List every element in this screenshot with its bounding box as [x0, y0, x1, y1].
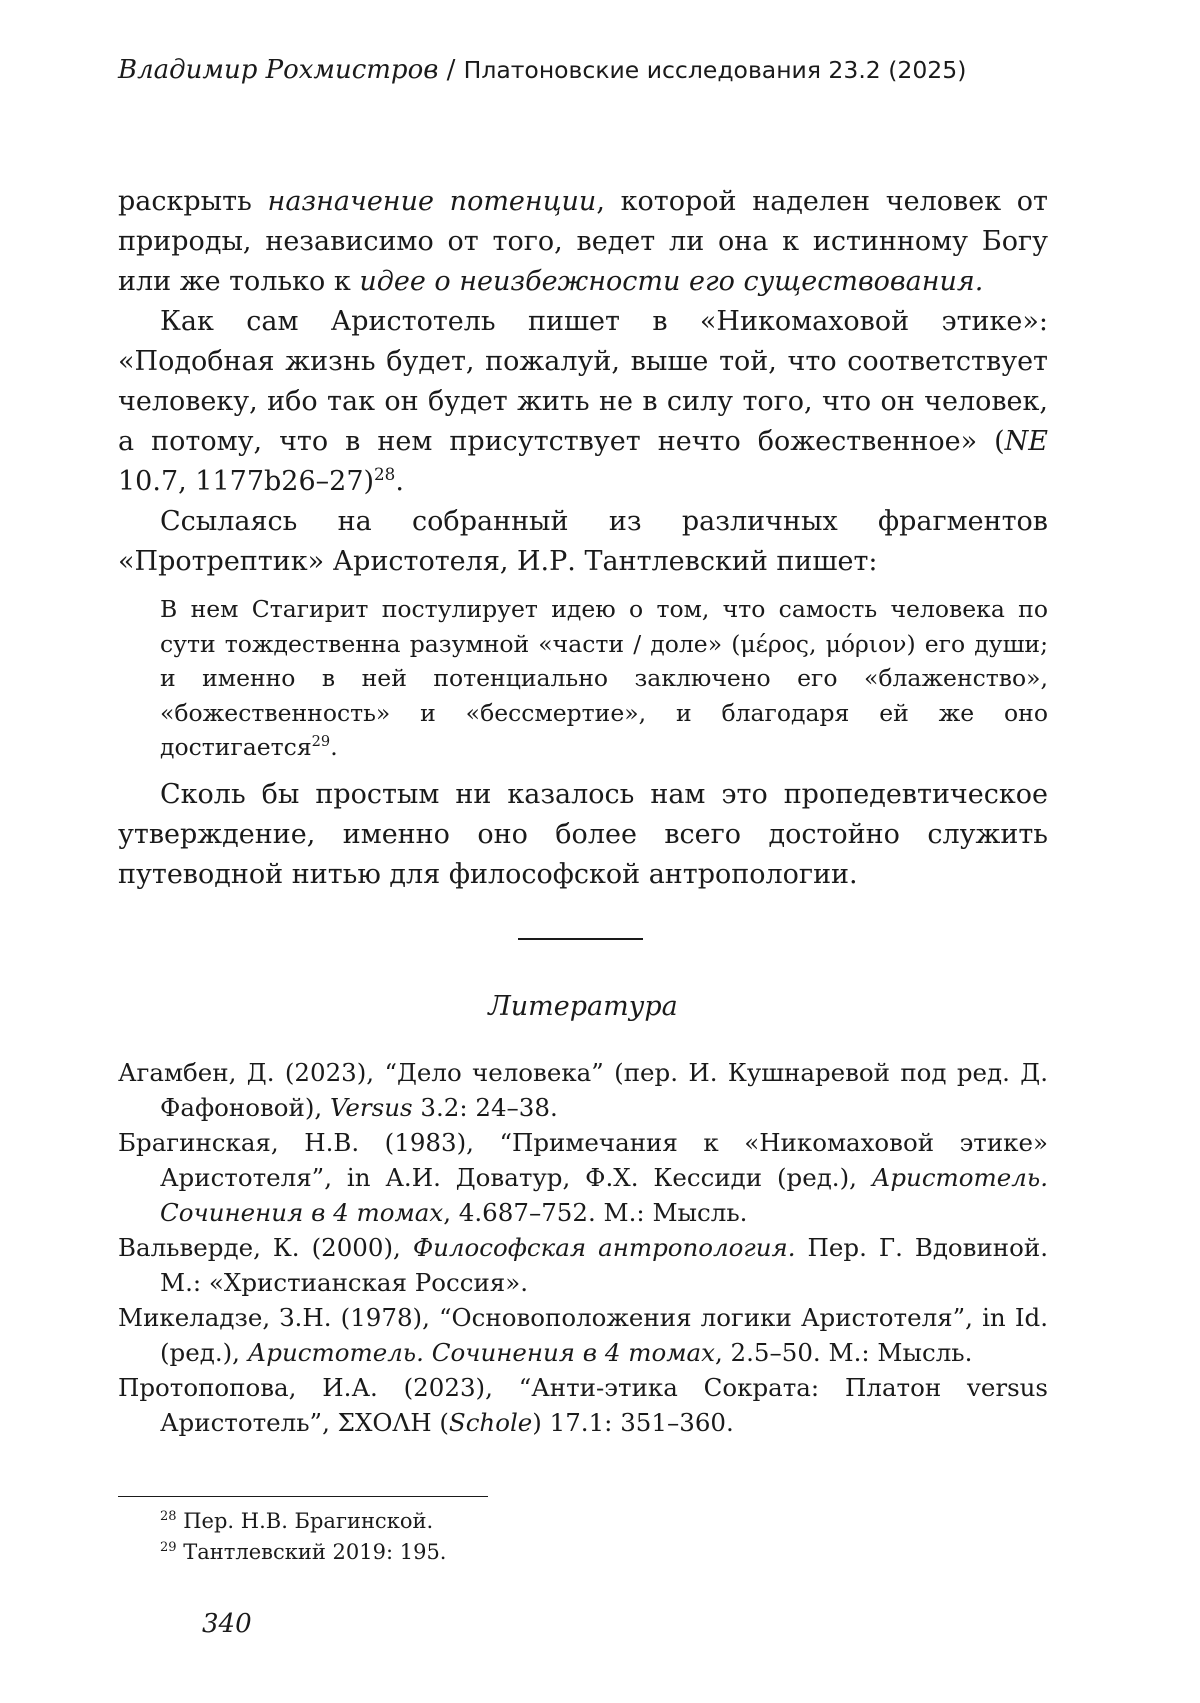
text-run: Ссылаясь на собранный из различных фрагментов «Протрептик» Аристотеля, И.Р. Тантлевский пишет: — [118, 506, 1048, 577]
text-run: Вальверде, К. (2000), — [118, 1233, 413, 1262]
reference-list — [118, 1055, 1048, 1440]
footnote-text: Пер. Н.В. Брагинской. — [176, 1509, 434, 1533]
page-number: 340 — [202, 1609, 252, 1639]
italic-text: Schole — [448, 1408, 533, 1437]
paragraph — [118, 182, 1048, 302]
text-run: В нем Стагирит постулирует идею о том, что самость человека по сути тождественна разумной «части / доле» (μέρος, μόριον) его души; и именно в ней потенциально заключено его «блаженство», «божественность» и «бессмертие», и благодаря ей же оно достигается — [160, 595, 1048, 761]
italic-text: Аристотель. Сочинения в 4 томах — [160, 1163, 1048, 1227]
text-run: Как сам Аристотель пишет в «Никомаховой этике»: «Подобная жизнь будет, пожалуй, выше той, что соответствует человеку, ибо так он будет жить не в силу того, что он человек, а потому, что в нем присутствует нечто божественное» ( — [118, 306, 1048, 457]
running-head-separator: / — [438, 55, 464, 85]
text-run: Протопопова, И.А. (2023), “Анти-этика Сократа: Платон versus Аристотель”, ΣΧΟΛΗ ( — [118, 1373, 1048, 1437]
body-text — [118, 182, 1048, 895]
text-run: Агамбен, Д. (2023), “Дело человека” (пер. И. Кушнаревой под ред. Д. Фафоновой), — [118, 1058, 1048, 1122]
section-divider — [518, 938, 643, 940]
text-run: Микеладзе, З.Н. (1978), “Основоположения логики Аристотеля”, in Id. (ред.), — [118, 1303, 1048, 1367]
italic-text: идее о неизбежности его существования. — [359, 266, 984, 297]
page — [118, 0, 1048, 1703]
block-quote — [160, 592, 1048, 765]
reference-entry — [118, 1300, 1048, 1370]
italic-text: назначение потенции — [267, 186, 597, 217]
running-head-journal: Платоновские исследования 23.2 (2025) — [463, 56, 967, 84]
reference-entry — [118, 1370, 1048, 1440]
text-run: . — [330, 733, 338, 761]
text-run: Пер. Г. Вдовиной. М.: «Христианская Россия». — [160, 1233, 1048, 1297]
text-run: , 4.687–752. М.: Мысль. — [443, 1198, 748, 1227]
reference-entry — [118, 1125, 1048, 1230]
text-run: , 2.5–50. М.: Мысль. — [714, 1338, 973, 1367]
text-run: . — [395, 466, 404, 497]
literature-heading: Литература — [488, 991, 678, 1022]
running-head — [118, 52, 966, 88]
italic-text: Аристотель. Сочинения в 4 томах — [247, 1338, 715, 1367]
text-run: Брагинская, Н.В. (1983), “Примечания к «Никомаховой этике» Аристотеля”, in А.И. Доватур, Ф.Х. Кессиди (ред.), — [118, 1128, 1048, 1192]
text-run: ) 17.1: 351–360. — [532, 1408, 734, 1437]
footnotes — [160, 1506, 446, 1568]
footnote — [160, 1506, 446, 1537]
reference-entry — [118, 1230, 1048, 1300]
text-run: Сколь бы простым ни казалось нам это пропедевтическое утверждение, именно оно более всего достойно служить путеводной нитью для философской антропологии. — [118, 778, 1048, 890]
footnote-marker: 28 — [374, 464, 396, 484]
running-head-author: Владимир Рохмистров — [118, 55, 439, 85]
text-run: раскрыть — [118, 186, 268, 217]
reference-entry — [118, 1055, 1048, 1125]
paragraph — [118, 302, 1048, 502]
text-run: , которой наделен человек от природы, независимо от того, ведет ли она к истинному Богу или же только к — [118, 186, 1048, 297]
paragraph — [118, 502, 1048, 582]
italic-text: Versus — [329, 1093, 413, 1122]
paragraph — [118, 775, 1048, 895]
footnote-number: 28 — [160, 1509, 177, 1524]
text-run: 3.2: 24–38. — [412, 1093, 558, 1122]
footnote-marker: 29 — [311, 733, 331, 751]
footnote-text: Тантлевский 2019: 195. — [176, 1540, 447, 1564]
footnote — [160, 1537, 446, 1568]
text-run: 10.7, 1177b26–27) — [118, 466, 375, 497]
italic-text: Философская антропология. — [412, 1233, 796, 1262]
italic-text: NE — [1004, 426, 1048, 457]
footnote-rule — [118, 1496, 488, 1497]
footnote-number: 29 — [160, 1540, 177, 1555]
